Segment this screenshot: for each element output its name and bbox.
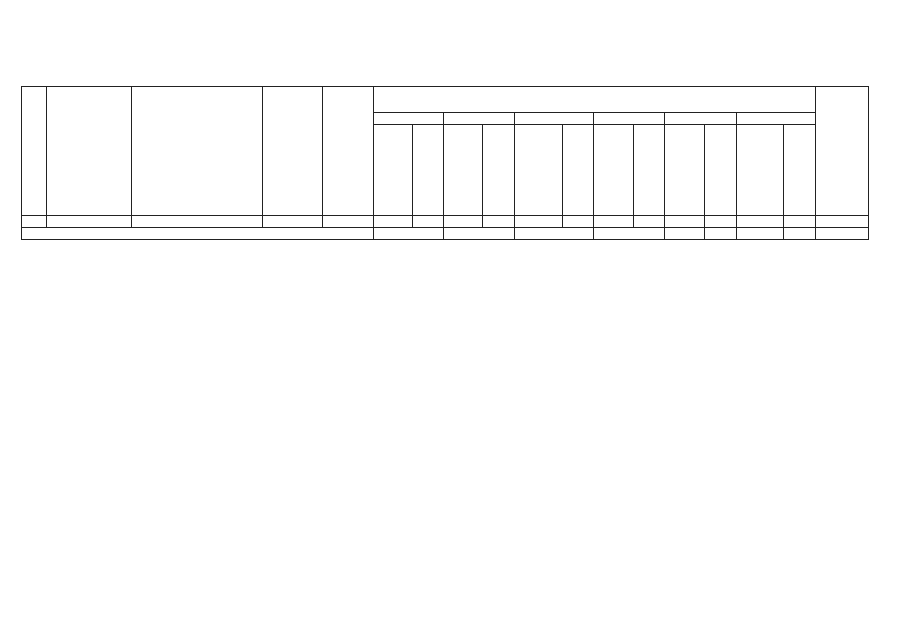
header-rank-3 [593, 113, 665, 125]
header-rank-2 [514, 113, 593, 125]
column-number [593, 216, 633, 228]
total-row [22, 228, 869, 240]
column-number [373, 216, 412, 228]
header-rank-1 [373, 113, 444, 125]
column-number [562, 216, 593, 228]
column-number [483, 216, 515, 228]
total-rank-1bis [444, 228, 515, 240]
column-number [736, 216, 783, 228]
column-number [444, 216, 483, 228]
column-number [46, 216, 132, 228]
column-number [815, 216, 868, 228]
column-number [633, 216, 665, 228]
total-label [22, 228, 374, 240]
column-number [322, 216, 373, 228]
total-rank-3 [593, 228, 665, 240]
total-rank-1 [373, 228, 444, 240]
column-numbers-row [22, 216, 869, 228]
header-rank-group [373, 87, 815, 113]
column-number [263, 216, 322, 228]
total-rank-2 [514, 228, 593, 240]
column-number [783, 216, 815, 228]
header-rank-4 [665, 113, 737, 125]
header-rank-1bis [444, 113, 515, 125]
column-number [705, 216, 737, 228]
column-number [132, 216, 263, 228]
column-number [412, 216, 444, 228]
column-number [665, 216, 705, 228]
column-number [22, 216, 47, 228]
column-number [514, 216, 562, 228]
fire-forces-table [21, 86, 869, 240]
header-rank-5 [736, 113, 815, 125]
